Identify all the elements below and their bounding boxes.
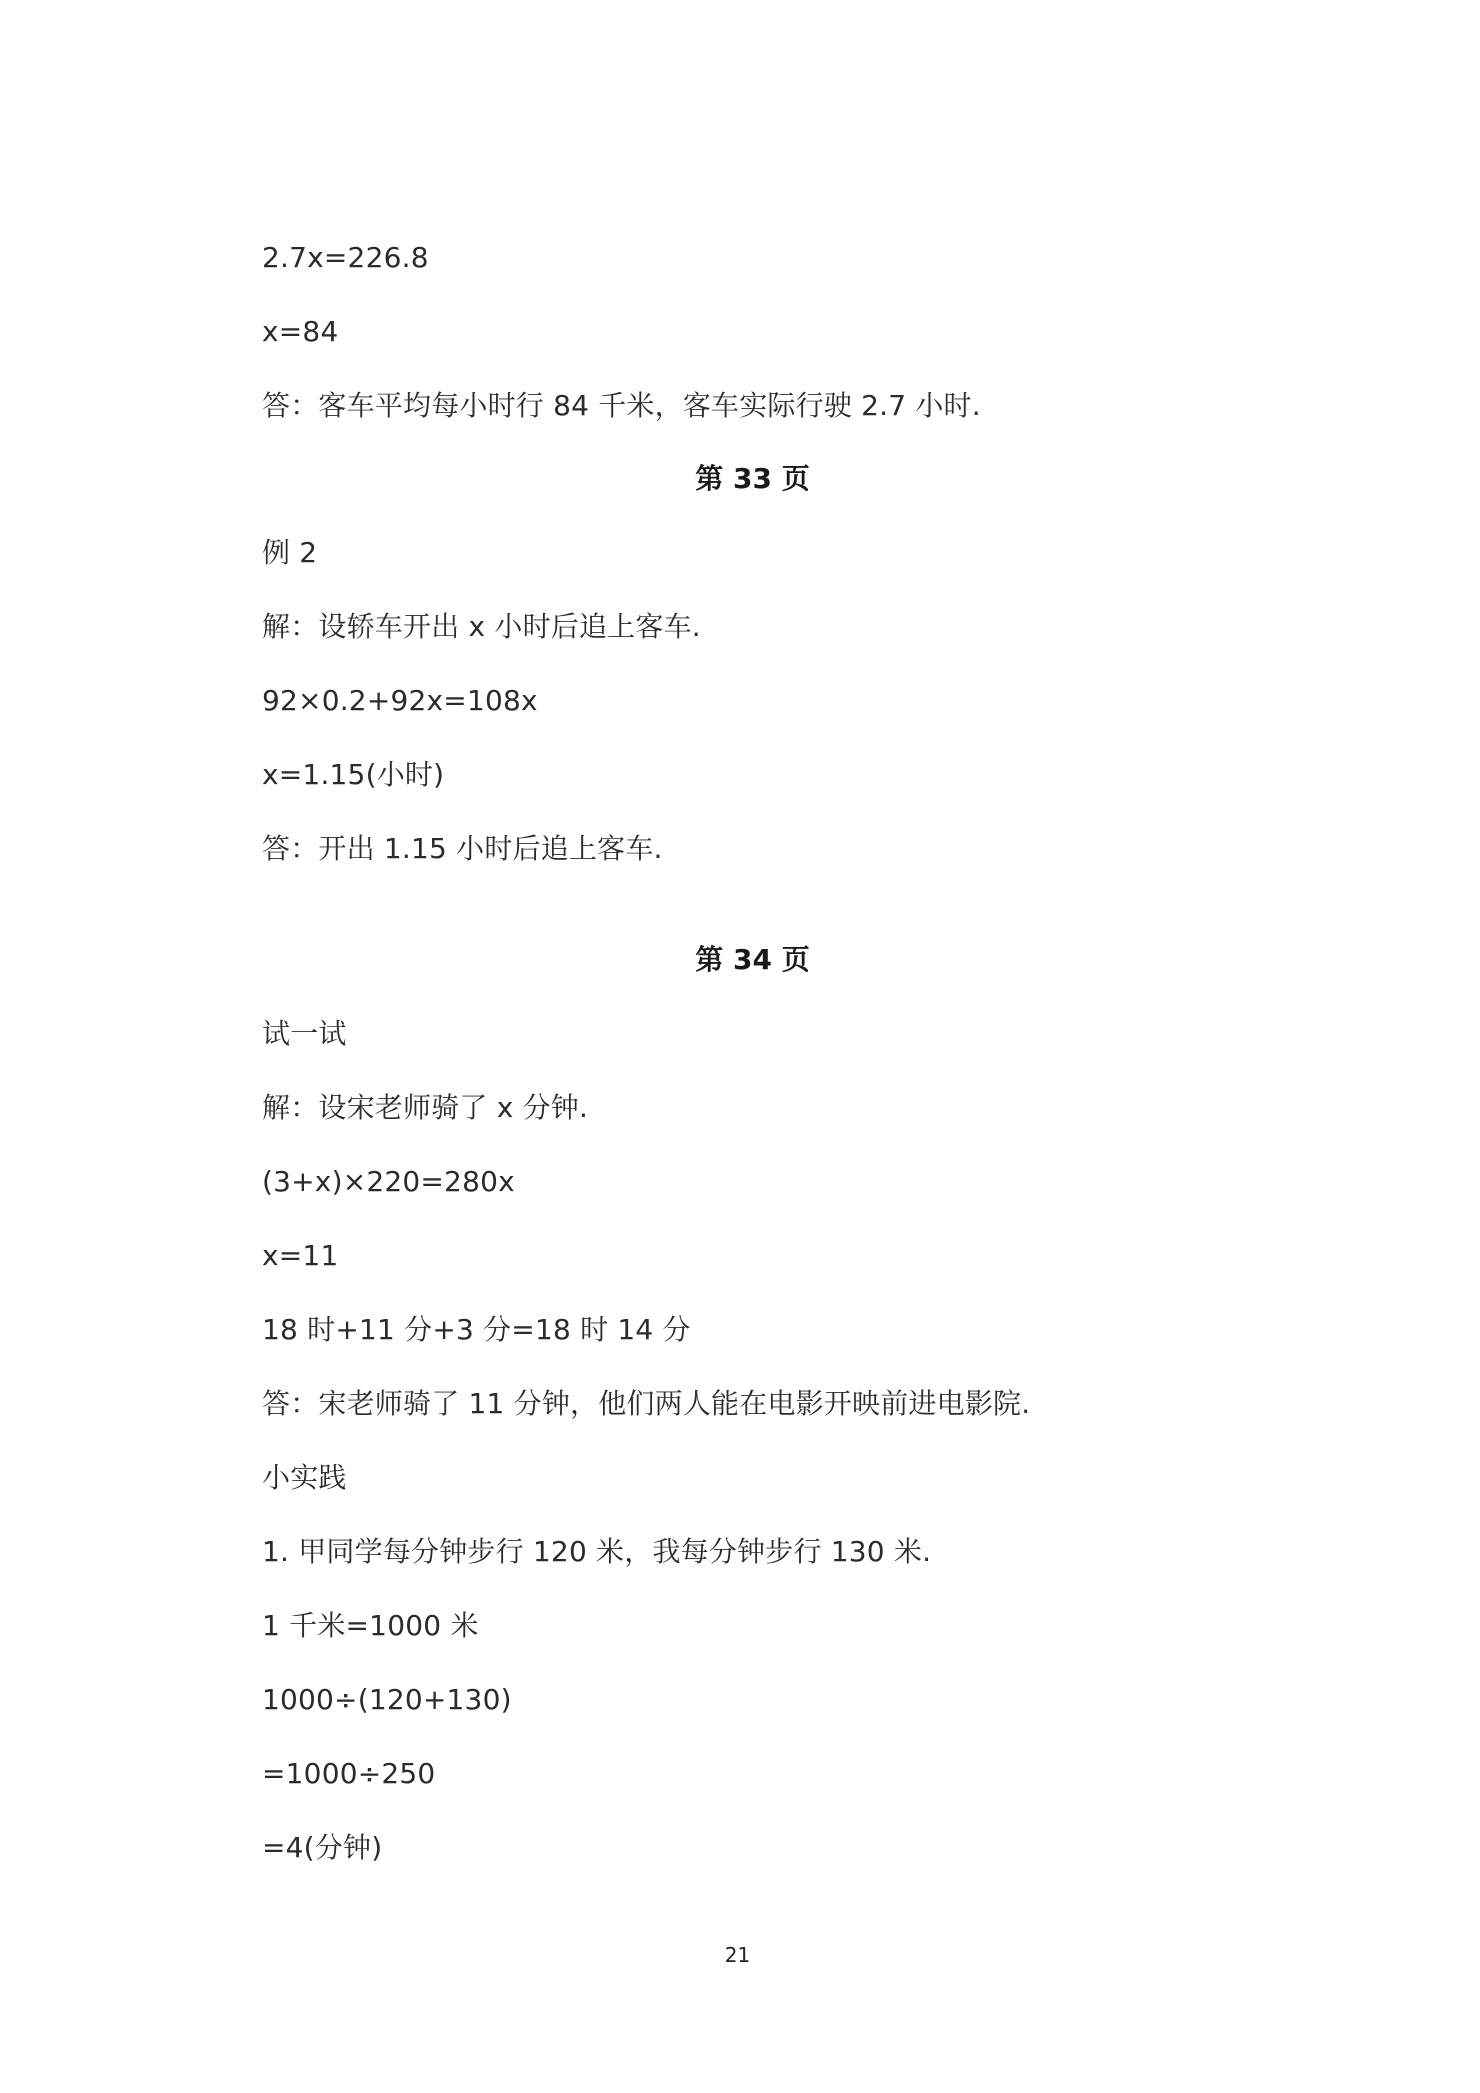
equation-line: (3+x)×220=280x	[262, 1165, 515, 1198]
equation-line: x=84	[262, 315, 339, 348]
equation-line: 2.7x=226.8	[262, 241, 429, 274]
answer-line: 答：开出 1.15 小时后追上客车.	[262, 832, 663, 865]
equation-line: 92×0.2+92x=108x	[262, 684, 538, 717]
calculation-line: 18 时+11 分+3 分=18 时 14 分	[262, 1313, 691, 1346]
solution-line: 解：设宋老师骑了 x 分钟.	[262, 1091, 589, 1124]
solution-line: 解：设轿车开出 x 小时后追上客车.	[262, 610, 701, 643]
practice-label: 小实践	[262, 1461, 347, 1494]
calculation-line: 1 千米=1000 米	[262, 1609, 479, 1642]
answer-line: 答：宋老师骑了 11 分钟，他们两人能在电影开映前进电影院.	[262, 1387, 1031, 1420]
exercise-label: 试一试	[262, 1017, 347, 1050]
example-label: 例 2	[262, 536, 318, 569]
equation-line: x=1.15(小时)	[262, 758, 445, 791]
page-number: 21	[724, 1943, 751, 1967]
calculation-line: =4(分钟)	[262, 1831, 383, 1864]
equation-line: x=11	[262, 1239, 339, 1272]
calculation-line: 1000÷(120+130)	[262, 1683, 512, 1716]
answer-line: 答：客车平均每小时行 84 千米，客车实际行驶 2.7 小时.	[262, 389, 981, 422]
section-heading-page-33: 第 33 页	[695, 462, 810, 495]
practice-line: 1. 甲同学每分钟步行 120 米，我每分钟步行 130 米.	[262, 1535, 932, 1568]
section-heading-page-34: 第 34 页	[695, 943, 810, 976]
calculation-line: =1000÷250	[262, 1757, 436, 1790]
